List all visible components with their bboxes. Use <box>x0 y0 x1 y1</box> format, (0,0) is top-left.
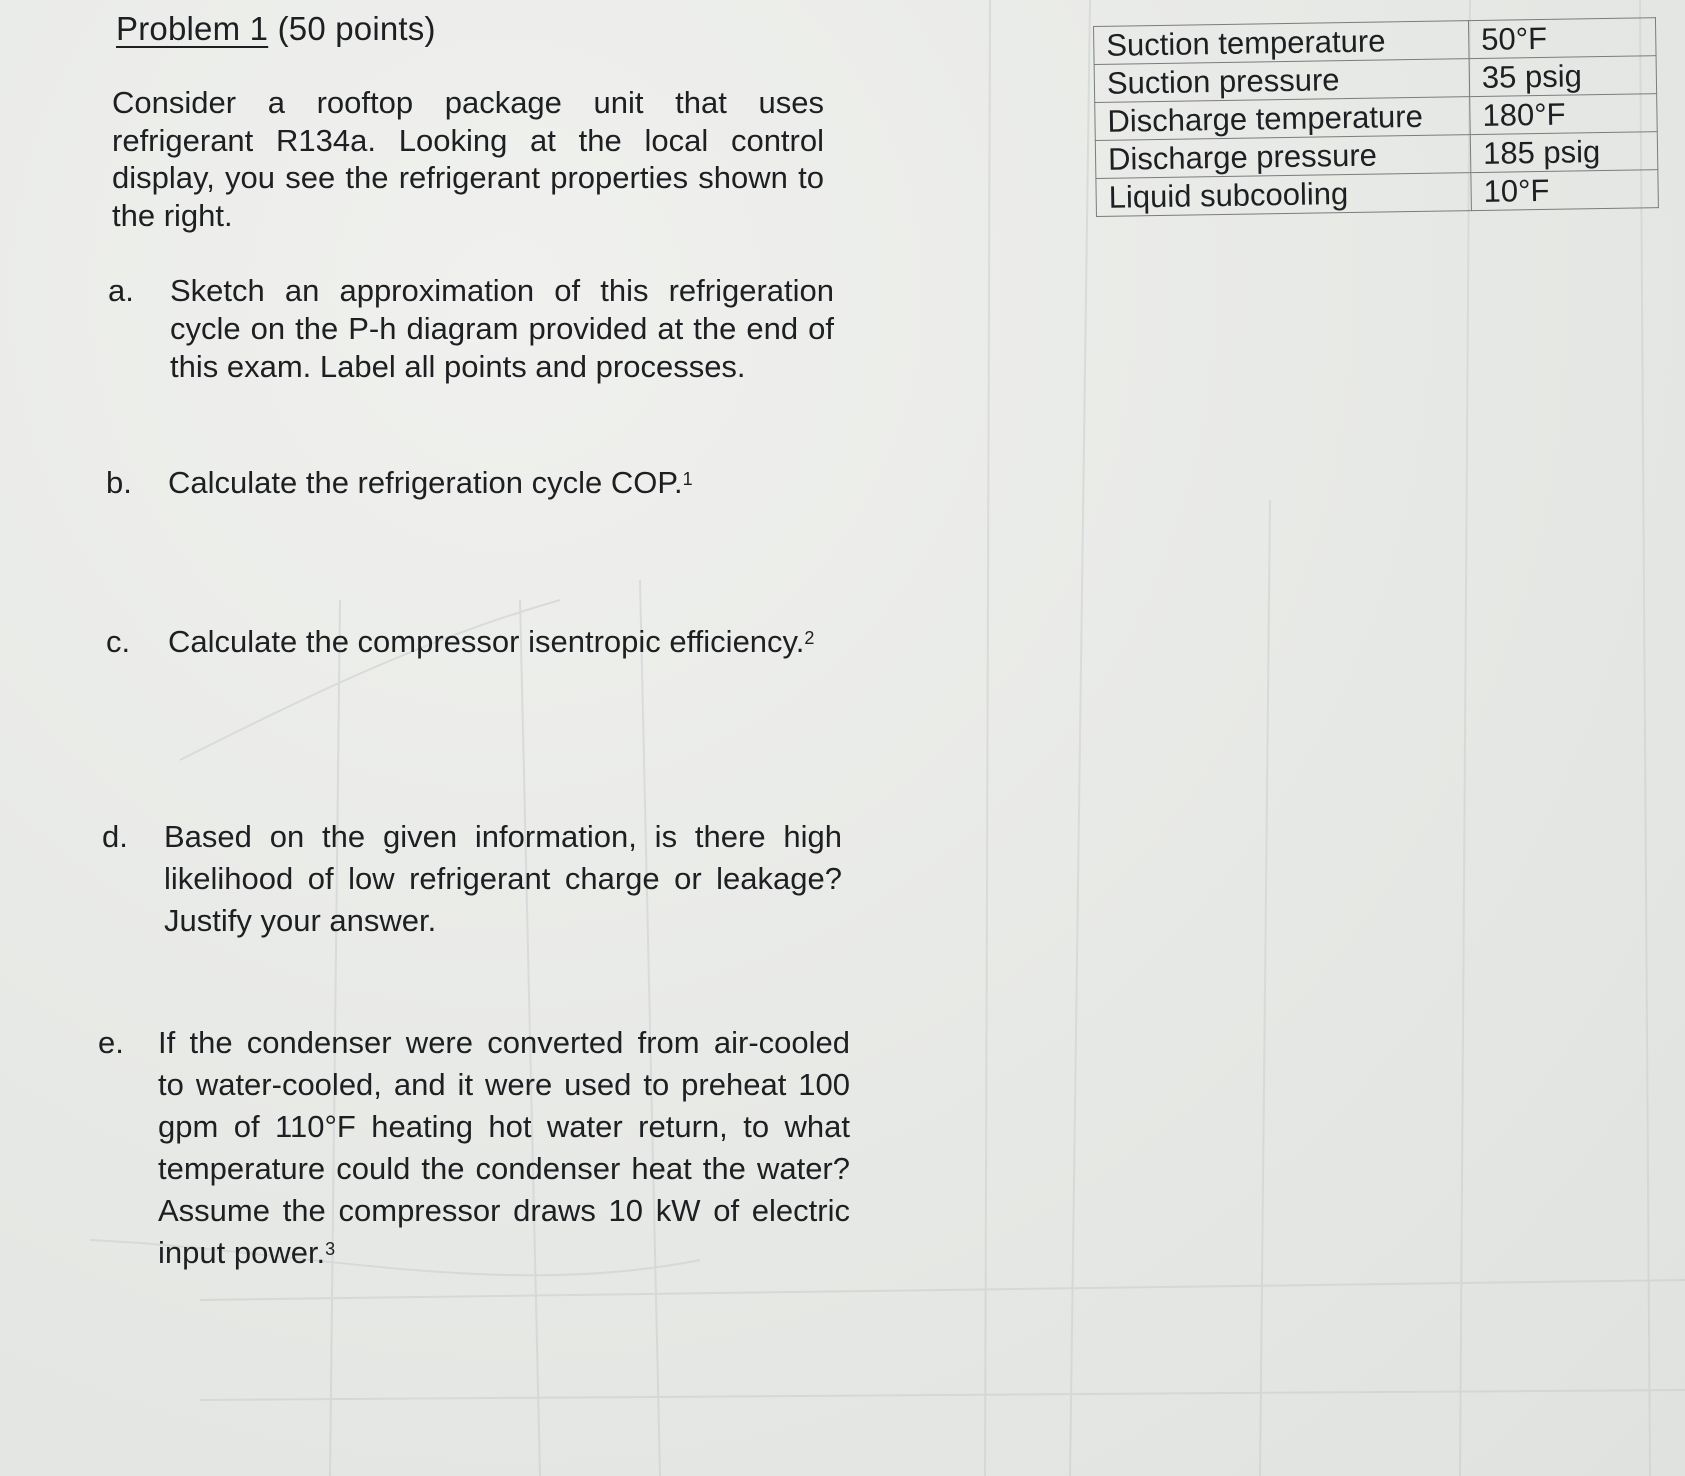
footnote-marker: 1 <box>682 469 693 489</box>
question-e <box>98 1022 850 1274</box>
footnote-marker: 3 <box>325 1239 336 1259</box>
property-name: Discharge temperature <box>1095 97 1471 141</box>
question-label: e. <box>98 1025 124 1060</box>
question-text: If the condenser were converted from air-cooled to water-cooled, and it were used to preheat 100 gpm of 110°F heating hot water return, to what temperature could the condenser heat the water? Assume the compressor draws 10 kW of electric input power. <box>158 1025 850 1270</box>
question-d <box>102 816 842 942</box>
table-row <box>1096 170 1659 217</box>
property-value: 180°F <box>1470 94 1658 135</box>
problem-title-points: (50 points) <box>268 10 436 47</box>
problem-title <box>116 10 436 48</box>
problem-intro: Consider a rooftop package unit that uses refrigerant R134a. Looking at the local control display, you see the refrigerant properties shown to the right. <box>112 85 824 233</box>
property-name: Suction temperature <box>1094 21 1470 65</box>
property-value: 50°F <box>1468 18 1656 59</box>
question-text: Based on the given information, is there high likelihood of low refrigerant charge or leakage? Justify your answer. <box>164 819 842 938</box>
question-b <box>106 464 834 502</box>
refrigerant-properties-table <box>1093 17 1659 217</box>
question-label: b. <box>106 465 132 500</box>
property-name: Suction pressure <box>1094 59 1470 103</box>
footnote-marker: 2 <box>804 628 815 648</box>
property-value: 35 psig <box>1469 56 1657 97</box>
question-text: Calculate the compressor isentropic efficiency. <box>168 624 805 659</box>
question-a <box>108 272 834 386</box>
question-label: a. <box>108 273 134 308</box>
property-name: Discharge pressure <box>1095 135 1471 179</box>
property-name: Liquid subcooling <box>1096 173 1472 217</box>
question-c <box>106 620 838 664</box>
question-text: Sketch an approximation of this refrigeration cycle on the P-h diagram provided at the end of this exam. Label all points and processes. <box>170 273 834 384</box>
problem-title-number: Problem 1 <box>116 10 269 47</box>
property-value: 185 psig <box>1470 132 1658 173</box>
question-text: Calculate the refrigeration cycle COP. <box>168 465 683 500</box>
question-label: c. <box>106 624 131 659</box>
question-label: d. <box>102 819 128 854</box>
property-value: 10°F <box>1471 170 1659 211</box>
